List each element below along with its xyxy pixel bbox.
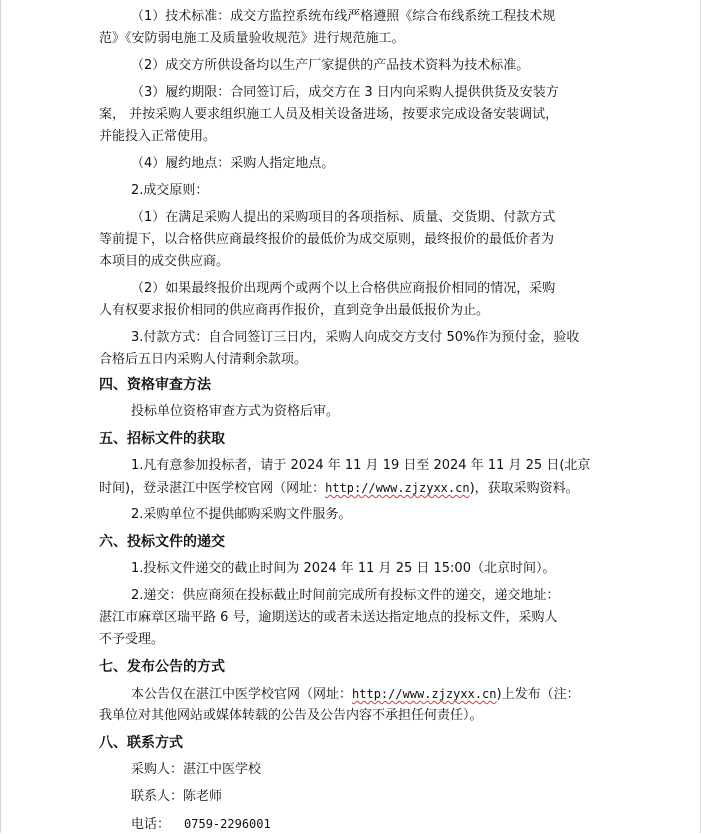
text-line: 我单位对其他网站或媒体转载的公告及公告内容不承担任何责任）。 [99,708,483,723]
text-line [131,685,580,704]
text-line: 案， 并按采购人要求组织施工人员及相关设备进场，按要求完成设备安装调试， [99,107,559,122]
text-line: 1.投标文件递交的截止时间为 2024 年 11 月 25 日 15:00（北京时间）。 [131,561,556,576]
section-heading: 八、联系方式 [99,735,183,751]
text-line: 等前提下，以合格供应商最终报价的最低价为成交原则，最终报价的最低价者为 [99,232,555,247]
text-line: （1）技术标准：成交方监控系统布线严格遵照《综合布线系统工程技术规 [131,9,556,24]
text-line: 1.凡有意参加投标者，请于 2024 年 11 月 19 日至 2024 年 11 月 25 日(北京 [131,458,591,473]
text-line: 并能投入正常使用。 [99,129,217,144]
text-line: 2.采购单位不提供邮购采购文件服务。 [131,507,352,522]
text-line: （3）履约期限：合同签订后，成交方在 3 日内向采购人提供供货及安装方 [131,85,559,100]
text-fragment: )上发布（注： [496,687,580,702]
section-heading: 五、招标文件的获取 [99,431,225,447]
text-line: 范》《安防弱电施工及质量验收规范》进行规范施工。 [99,31,405,46]
text-line: 不予受理。 [99,632,165,647]
section-heading: 四、资格审查方法 [99,377,211,393]
website-link[interactable]: http://www.zjzyxx.cn [325,481,470,495]
text-fragment: 时间)，登录湛江中医学校官网（网址： [99,481,326,496]
text-fragment: )，获取采购资料。 [469,481,579,496]
text-line: 投标单位资格审查方式为资格后审。 [131,404,340,419]
contact-phone [131,815,271,834]
contact-purchaser: 采购人：湛江中医学校 [131,762,262,777]
text-line: （2）如果最终报价出现两个或两个以上合格供应商报价相同的情况，采购 [131,281,556,296]
website-link[interactable]: http://www.zjzyxx.cn [352,687,497,701]
text-line: （4）履约地点：采购人指定地点。 [131,156,335,171]
text-line: 湛江市麻章区瑞平路 6 号，逾期送达的或者未送达指定地点的投标文件，采购人 [99,610,558,625]
text-line: （2）成交方所供设备均以生产厂家提供的产品技术资料为技术标准。 [131,58,530,73]
text-line: 合格后五日内采购人付清剩余款项。 [99,352,308,367]
text-line: （1）在满足采购人提出的采购项目的各项指标、质量、交货期、付款方式 [131,210,556,225]
phone-number: 0759-2296001 [184,817,271,831]
contact-person: 联系人：陈老师 [131,789,223,804]
section-heading: 六、投标文件的递交 [99,534,225,550]
text-line: 本项目的成交供应商。 [99,254,230,269]
text-line [99,479,579,498]
text-line: 2.成交原则： [131,183,209,198]
text-line: 人有权要求报价相同的供应商再作报价，直到竞争出最低报价为止。 [99,303,490,318]
text-fragment: 本公告仅在湛江中医学校官网（网址： [131,687,353,702]
text-line: 2.递交：供应商须在投标截止时间前完成所有投标文件的递交，递交地址： [131,588,560,603]
section-heading: 七、发布公告的方式 [99,659,225,675]
text-line: 3.付款方式：自合同签订三日内，采购人向成交方支付 50%作为预付金，验收 [131,330,580,345]
phone-label: 电话： [131,817,171,832]
